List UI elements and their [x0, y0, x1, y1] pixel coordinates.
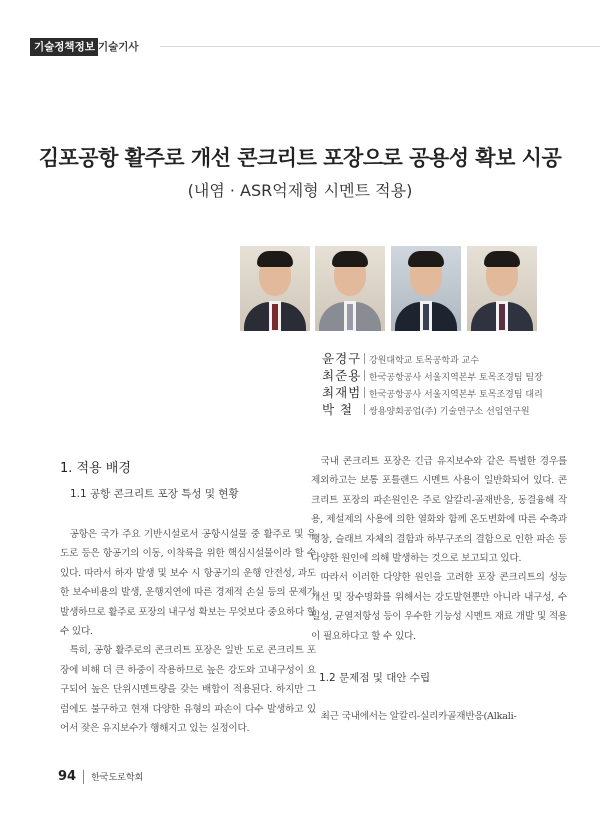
- author-affiliation: 한국공항공사 서울지역본부 토목조경팀 팀장: [369, 373, 543, 383]
- page-number: 94: [58, 769, 77, 784]
- author-name: 윤경구: [322, 351, 362, 366]
- page-footer: [58, 766, 143, 784]
- journal-name: 한국도로학회: [91, 773, 144, 783]
- right-column: [311, 452, 567, 726]
- author-photo-4: [467, 246, 537, 331]
- article-subtitle: (내염 · ASR억제형 시멘트 적용): [187, 181, 413, 200]
- author-photo-1: [240, 246, 310, 331]
- body-paragraph: 최근 국내에서는 알칼리-실리카골재반응(Alkali-: [320, 711, 517, 723]
- body-paragraph: 공항은 국가 주요 기반시설로서 공항시설물 중 활주로 및 유도로 등은 항공기의 이동, 이착륙을 위한 핵심시설물이라 할 수 있다. 따라서 하자 발생 및 보수 시 항공기의 운행 안전성, 과도한 보수비용의 발생, 운행지연에 따른 경제적 손실 등의 문제가 발생하므로 활주로 포장의 내구성 확보는 무엇보다 중요하다 할 수 있다.: [60, 529, 316, 638]
- author-name: 최재범: [322, 385, 362, 400]
- author-name: 박 철: [322, 402, 354, 417]
- header-rule: [160, 46, 600, 47]
- subsection-heading: 1.1 공항 콘크리트 포장 특성 및 현황: [70, 488, 239, 500]
- author-affiliation: 한국공항공사 서울지역본부 토목조경팀 대리: [369, 390, 543, 400]
- header-bar: [0, 38, 600, 56]
- author-row: [322, 400, 543, 417]
- author-affiliation: 강원대학교 토목공학과 교수: [369, 356, 480, 366]
- section-heading: 1. 적용 배경: [60, 461, 131, 476]
- author-photo-3: [391, 246, 461, 331]
- author-name: 최준용: [322, 368, 362, 383]
- body-paragraph: 특히, 공항 활주로의 콘크리트 포장은 일반 도로 콘크리트 포장에 비해 더 큰 하중이 작용하므로 높은 강도와 고내구성이 요구되어 높은 단위시멘트량을 갖는 배합이 적용된다. 하지만 그럼에도 불구하고 현재 다양한 유형의 파손이 다수 발생하고 있어서 잦은 유지보수가 행해지고 있는 실정이다.: [60, 645, 316, 735]
- body-paragraph: 국내 콘크리트 포장은 긴급 유지보수와 같은 특별한 경우를 제외하고는 보통 포틀랜드 시멘트 사용이 일반화되어 있다. 콘크리트 포장의 파손원인은 주로 알칼리-골재반응, 동결융해 작용, 제설제의 사용에 의한 열화와 함께 온도변화에 따른 수축과 팽창, 슬래브 자체의 결함과 하부구조의 결함으로 인한 파손 등 다양한 원인에 의해 발생하는 것으로 보고되고 있다.: [311, 456, 567, 565]
- category-label: 기술기사: [98, 41, 139, 53]
- subsection-heading: 1.2 문제점 및 대안 수립: [319, 672, 431, 685]
- author-list: [322, 349, 543, 417]
- author-row: [322, 349, 543, 366]
- left-column: [60, 452, 316, 738]
- author-row: [322, 366, 543, 383]
- article-title: 김포공항 활주로 개선 콘크리트 포장으로 공용성 확보 시공: [38, 146, 562, 170]
- section-label: 기술정책정보: [30, 38, 98, 56]
- body-paragraph: 따라서 이러한 다양한 원인을 고려한 포장 콘크리트의 성능개선 및 장수명화를 위해서는 강도발현뿐만 아니라 내구성, 수밀성, 균열저항성 등이 우수한 기능성 시멘트 재료 개발 및 적용이 필요하다고 할 수 있다.: [311, 572, 567, 642]
- author-photo-2: [315, 246, 385, 331]
- author-affiliation: 쌍용양회공업(주) 기술연구소 선임연구원: [369, 407, 530, 417]
- author-row: [322, 383, 543, 400]
